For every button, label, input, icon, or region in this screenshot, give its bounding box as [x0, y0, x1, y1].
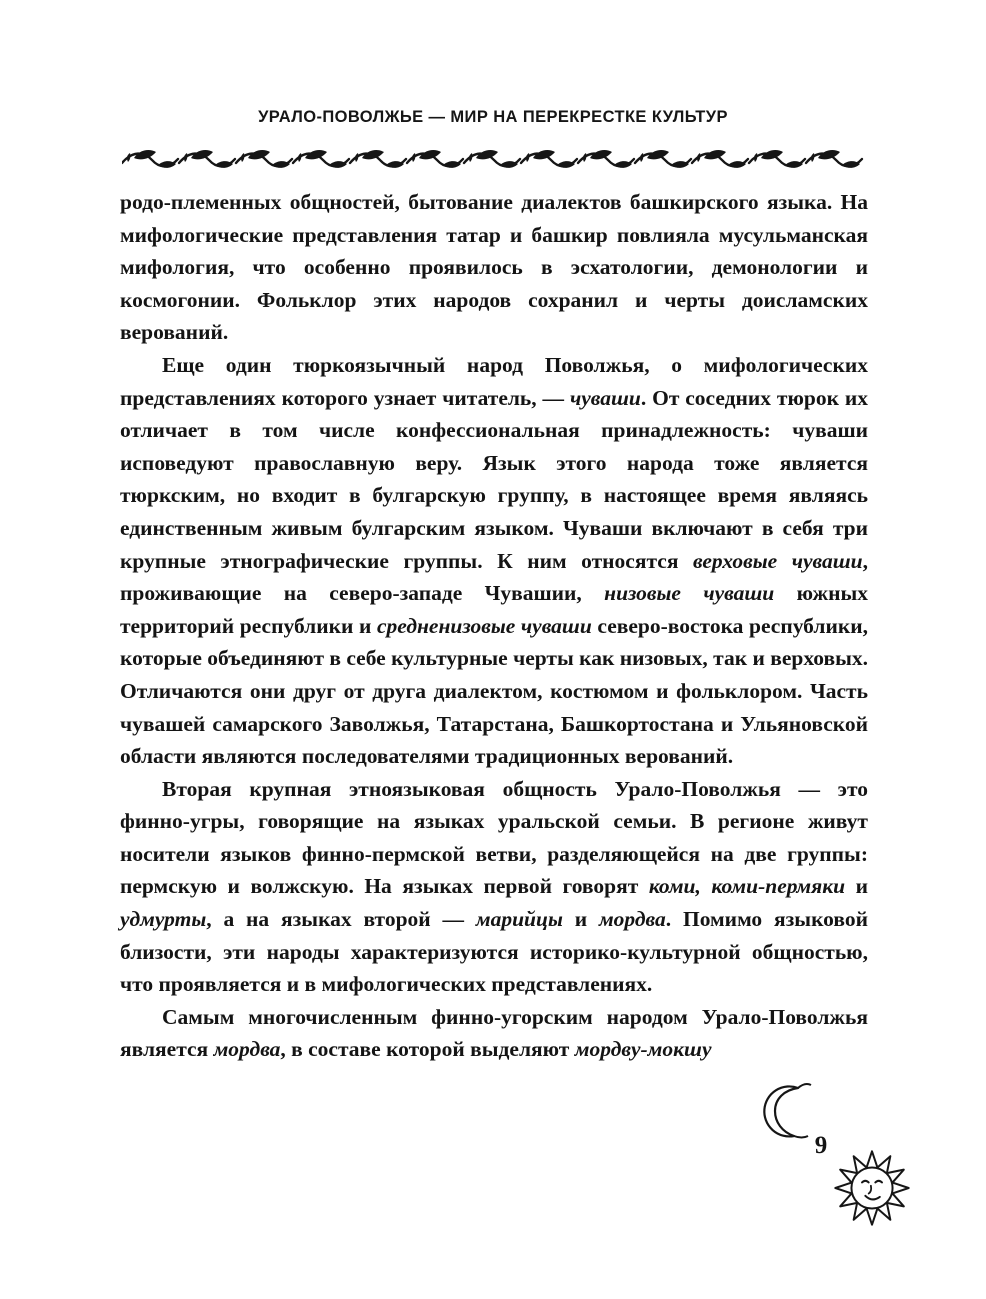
page-number: 9 — [814, 1132, 828, 1159]
paragraph — [120, 186, 868, 349]
text-run: Вторая крупная этноязыковая общность Урало-Поволжья — это финно-угры, говорящие на языках уральской семьи. В регионе живут носители языков финно-пермской ветви, разделяющейся на две группы: пермскую и волжскую. На языках первой говорят — [120, 776, 868, 899]
italic-run: мордва — [598, 907, 666, 932]
text-run: и — [845, 874, 869, 899]
text-run: , а на языках второй — — [206, 907, 476, 932]
italic-run: верховые чуваши — [692, 548, 863, 573]
text-run: родо-племенных общностей, бытование диалектов башкирского языка. На мифологические представления татар и башкир повлияла мусульманская мифология, что особенно проявилось в эсхатологии, демонологии и космогонии. Фольклор этих народов сохранил и черты доисламских верований. — [120, 190, 868, 345]
text-run: , в составе которой выделяют — [280, 1037, 575, 1062]
body-text — [120, 186, 868, 1066]
vine-ornament — [0, 146, 986, 177]
text-run: Еще один тюркоязычный народ Поволжья, о мифологических представлениях которого узнает читатель, — — [120, 352, 868, 410]
vine-border-icon — [122, 146, 864, 172]
text-run: , проживающие на северо-западе Чувашии, — [120, 548, 869, 606]
italic-run: чуваши — [569, 385, 641, 410]
italic-run: коми, коми-пермяки — [648, 874, 846, 899]
running-head: УРАЛО-ПОВОЛЖЬЕ — МИР НА ПЕРЕКРЕСТКЕ КУЛЬТУР — [258, 108, 728, 126]
italic-run: средненизовые чуваши — [377, 613, 592, 638]
text-run: . Помимо языковой близости, эти народы характеризуются историко-культурной общностью, что проявляется и в мифологических представлениях. — [120, 907, 868, 997]
italic-run: низовые чуваши — [604, 581, 775, 606]
text-run: и — [562, 907, 599, 932]
paragraph — [120, 349, 868, 773]
italic-run: марийцы — [475, 907, 563, 932]
text-run: . От соседних тюрок их отличает в том числе конфессиональная принадлежность: чуваши исповедуют православную веру. Язык этого народа тоже является тюркским, но входит в булгарскую группу, в настоящее время являясь единственным живым булгарским языком. Чуваши включают в себя три крупные этнографические группы. К ним относятся — [120, 385, 868, 573]
text-run: северо-востока республики, которые объединяют в себе культурные черты как низовых, так и верховых. Отличаются они друг от друга диалектом, костюмом и фольклором. Часть чувашей самарского Заволжья, Татарстана, Башкортостана и Ульяновской области являются последователями традиционных верований. — [120, 613, 869, 769]
text-run: южных территорий республики и — [120, 581, 868, 638]
italic-run: мордву-мокшу — [574, 1037, 712, 1062]
text-run: Самым многочисленным финно-угорским народом Урало-Поволжья является — [120, 1004, 868, 1062]
italic-run: удмурты — [120, 907, 207, 932]
sun-ornament — [832, 1148, 912, 1228]
sun-face-icon — [832, 1148, 912, 1228]
paragraph — [120, 1001, 868, 1066]
paragraph — [120, 773, 868, 1001]
italic-run: мордва — [213, 1037, 281, 1062]
